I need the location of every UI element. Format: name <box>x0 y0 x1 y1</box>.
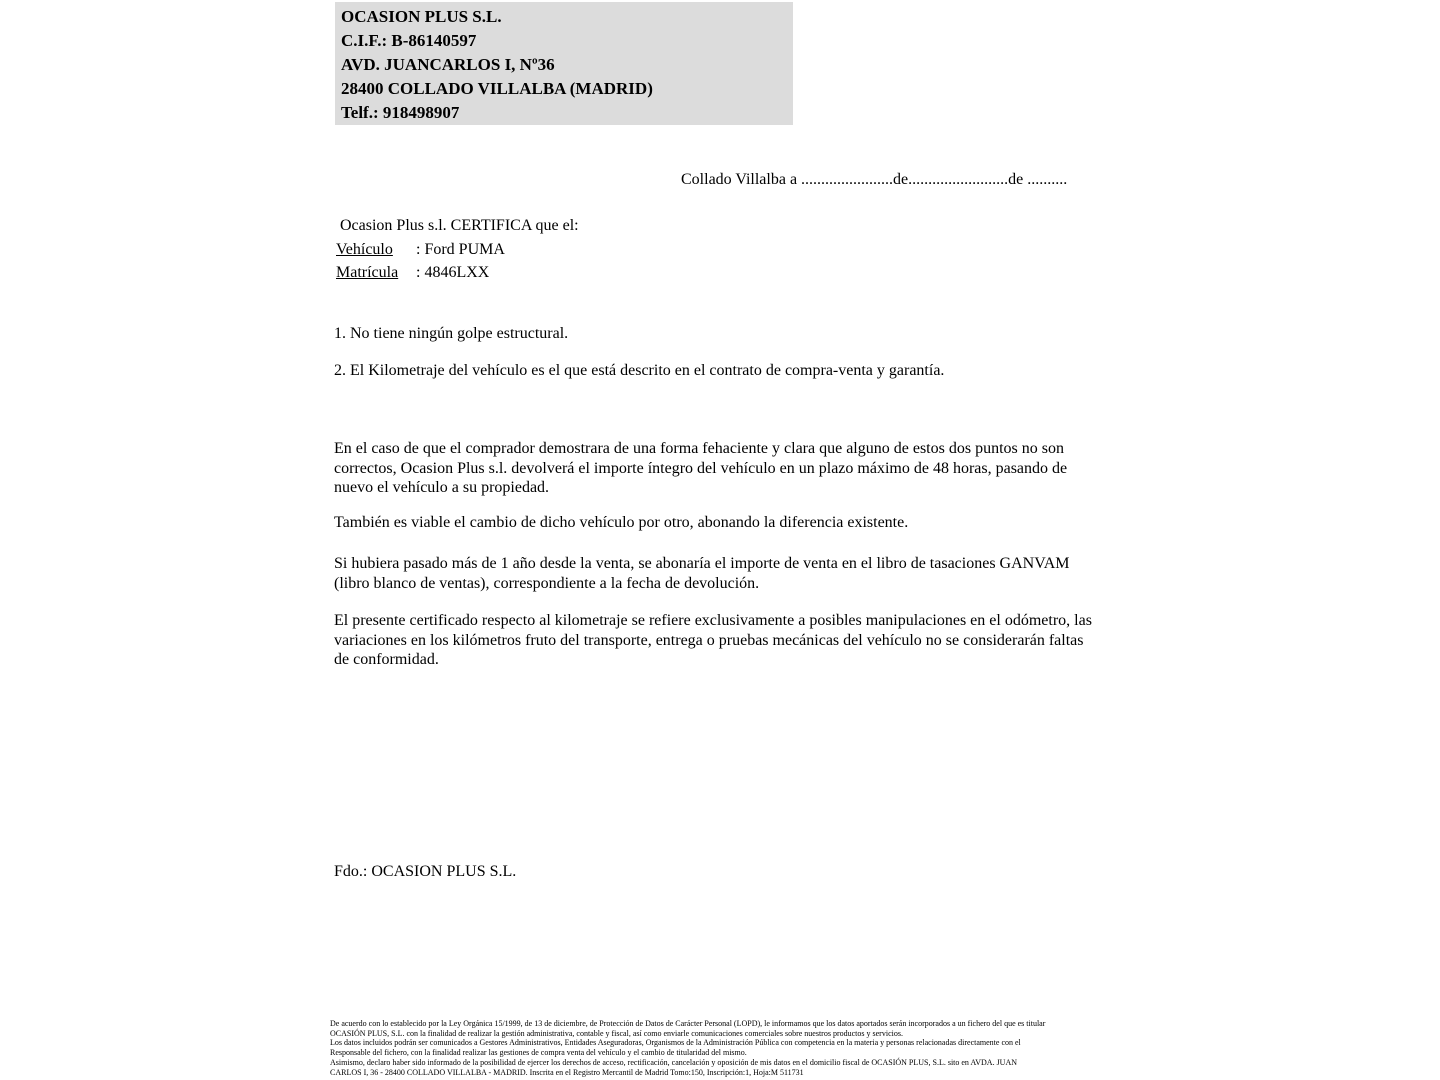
vehicle-label: Vehículo <box>336 240 393 258</box>
plate-field <box>336 261 579 285</box>
vehicle-label-container <box>336 238 416 262</box>
vehicle-value: : Ford PUMA <box>416 240 505 258</box>
paragraph-refund: En el caso de que el comprador demostrara de una forma fehaciente y clara que alguno de estos dos puntos no son correctos, Ocasion Plus s.l. devolverá el importe íntegro del vehículo en un plazo máximo de 48 horas, pasando de nuevo el vehículo a su propiedad. <box>334 440 1068 497</box>
company-phone: Telf.: 918498907 <box>341 103 460 122</box>
legal-line: Asimismo, declaro haber sido informado de la posibilidad de ejercer los derechos de acceso, rectificación, cancelación y oposición de mis datos en el domicilio fiscal de OCASIÓN PLUS, S.L. sito en AVDA. JUAN <box>330 1057 1018 1067</box>
legal-line: De acuerdo con lo establecido por la Ley Orgánica 15/1999, de 13 de diciembre, de Protección de Datos de Carácter Personal (LOPD), le informamos que los datos aportados serán incorporados a un fichero del que es titular <box>330 1019 1046 1028</box>
plate-label-container <box>336 261 416 285</box>
company-address: AVD. JUANCARLOS I, Nº36 <box>341 55 555 74</box>
signature-line: Fdo.: OCASION PLUS S.L. <box>334 863 517 880</box>
plate-value: : 4846LXX <box>416 264 490 281</box>
legal-footer <box>330 1019 1130 1077</box>
legal-line: Responsable del fichero, con la finalidad realizar las gestiones de compra venta del vehículo y el cambio de titularidad del mismo. <box>330 1048 747 1058</box>
legal-line: OCASIÓN PLUS, S.L. con la finalidad de realizar la gestión administrativa, contable y fiscal, así como enviarle comunicaciones comerciales sobre nuestros productos y servicios. <box>330 1028 903 1038</box>
certify-intro: Ocasion Plus s.l. CERTIFICA que el: <box>340 217 579 234</box>
paragraph-exchange: También es viable el cambio de dicho vehículo por otro, abonando la diferencia existente. <box>334 514 909 531</box>
legal-line: Los datos incluidos podrán ser comunicados a Gestores Administrativos, Entidades Aseguradoras, Organismos de la Administración Pública con competencia en la materia y personas relacionadas directamente con el <box>330 1038 1021 1048</box>
company-city: 28400 COLLADO VILLALBA (MADRID) <box>341 79 653 98</box>
plate-label: Matrícula <box>336 264 399 281</box>
paragraph-odometer: El presente certificado respecto al kilometraje se refiere exclusivamente a posibles manipulaciones en el odómetro, las variaciones en los kilómetros fruto del transporte, entrega o pruebas mecánicas del vehículo no se considerarán faltas de conformidad. <box>334 612 1092 669</box>
legal-line: CARLOS I, 36 - 28400 COLLADO VILLALBA - MADRID. Inscrita en el Registro Mercantil de Madrid Tomo:150, Inscripción:1, Hoja:M 511731 <box>330 1067 804 1077</box>
company-cif: C.I.F.: B-86140597 <box>341 31 477 50</box>
vehicle-field <box>336 238 579 262</box>
paragraph-ganvam: Si hubiera pasado más de 1 año desde la venta, se abonaría el importe de venta en el libro de tasaciones GANVAM (libro blanco de ventas), correspondiente a la fecha de devolución. <box>334 555 1070 592</box>
point-2: 2. El Kilometraje del vehículo es el que está descrito en el contrato de compra-venta y garantía. <box>334 362 945 379</box>
point-1: 1. No tiene ningún golpe estructural. <box>334 325 569 342</box>
company-name: OCASION PLUS S.L. <box>341 7 502 26</box>
company-header-box <box>335 2 793 125</box>
certification-block <box>336 214 579 285</box>
date-line: Collado Villalba a .......................de.........................de .......... <box>681 171 1068 188</box>
